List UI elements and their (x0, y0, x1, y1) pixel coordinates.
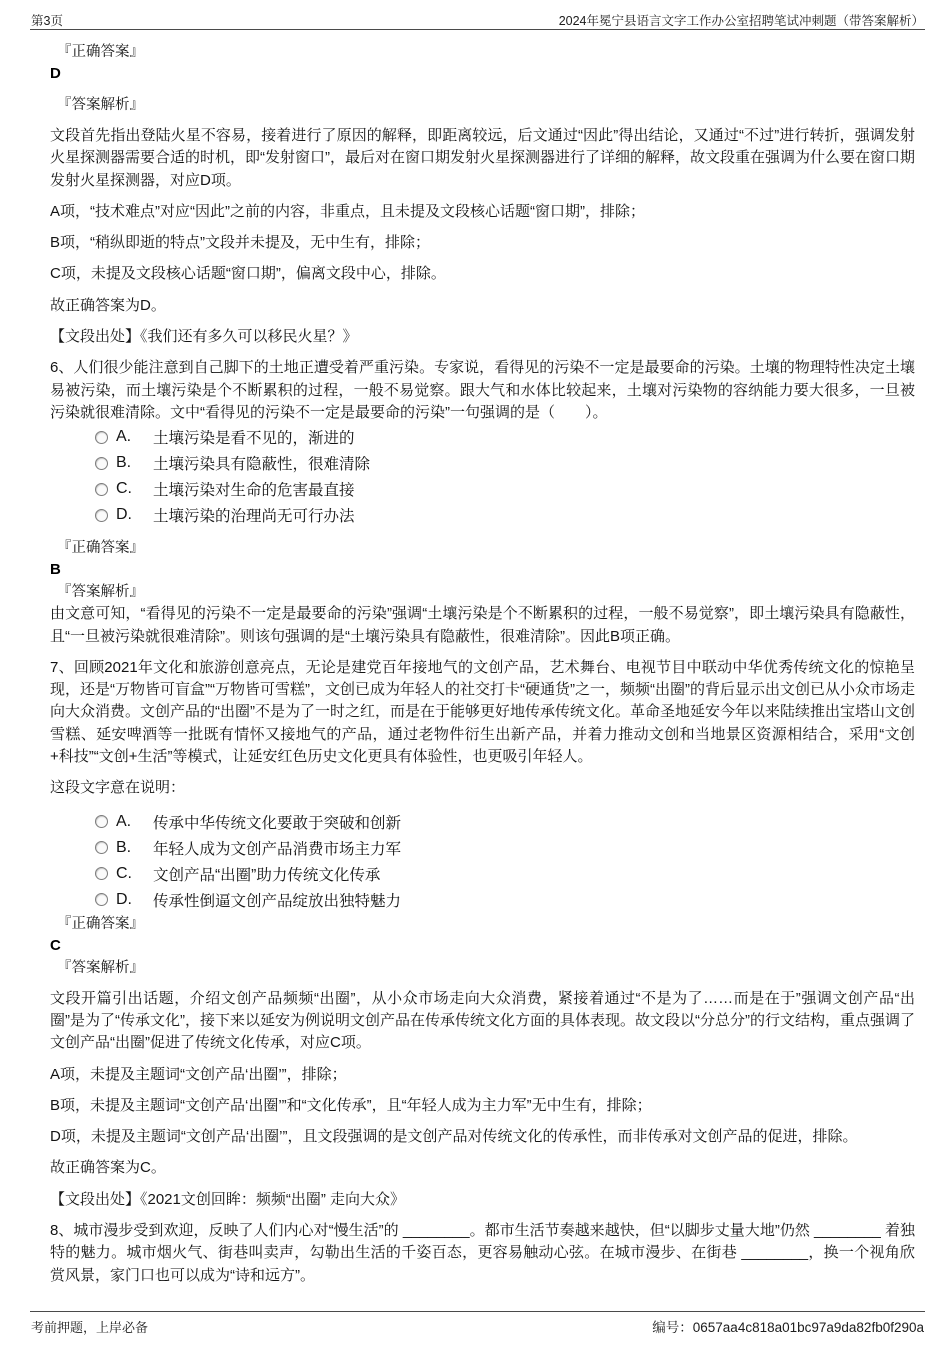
option-letter: C. (116, 864, 132, 882)
option-letter: D. (116, 506, 132, 524)
body-paragraph: B项，未提及主题词“文创产品‘出圈’”和“文化传承”，且“年轻人成为主力军”无中生有，排除； (50, 1096, 652, 1114)
blank-line (50, 223, 915, 232)
blank-line (50, 192, 915, 201)
option-text: 土壤污染的治理尚无可行办法 (153, 508, 355, 526)
correct-answer-value: B (50, 561, 61, 579)
question-prompt: 这段文字意在说明： (50, 779, 186, 797)
document-body (50, 41, 915, 1287)
option-letter: C. (116, 480, 132, 498)
footer-serial-number: 编号：0657aa4c818a01bc97a9da82fb0f290a (652, 1320, 924, 1335)
passage-source: 【文段出处】《2021文创回眸：频频“出圈” 走向大众》 (50, 1190, 406, 1208)
blank-line (50, 85, 915, 94)
page-header (31, 11, 924, 29)
body-paragraph: 故正确答案为D。 (50, 296, 166, 314)
blank-line (50, 1211, 915, 1220)
footer-divider (30, 1311, 925, 1312)
body-paragraph: C项，未提及文段核心话题“窗口期”，偏离文段中心，排除。 (50, 265, 446, 283)
answer-section-label: 『正确答案』 (57, 915, 144, 932)
option-letter: D. (116, 890, 132, 908)
option-text: 土壤污染具有隐蔽性，很难清除 (153, 456, 371, 474)
blank-line (50, 800, 915, 809)
answer-option-row (95, 424, 915, 450)
body-paragraph: 文段首先指出登陆火星不容易，接着进行了原因的解释，即距离较远，后文通过“因此”得出结论，又通过“不过”进行转折，强调发射火星探测器需要合适的时机，即“发射窗口”，最后对在窗口期发射火星探测器进行了详细的解释，故文段重在强调为什么要在窗口期发射火星探测器，对应D项。 (50, 127, 915, 189)
answer-section-label: 『正确答案』 (57, 44, 144, 60)
body-paragraph: D项，未提及主题词“文创产品‘出圈’”，且文段强调的是文创产品对传统文化的传承性，而非传承对文创产品的促进，排除。 (50, 1128, 858, 1146)
answer-section-label: 『答案解析』 (57, 584, 144, 601)
option-text: 文创产品“出圈”助力传统文化传承 (153, 866, 381, 884)
answer-option-row (95, 476, 915, 502)
radio-button-icon[interactable] (95, 431, 108, 444)
answer-section-label: 『答案解析』 (57, 97, 144, 113)
answer-option-row (95, 887, 915, 913)
radio-button-icon[interactable] (95, 509, 108, 522)
header-divider (30, 29, 925, 30)
passage-source: 【文段出处】《我们还有多久可以移民火星？》 (50, 328, 358, 346)
body-paragraph: 由文意可知，“看得见的污染不一定是最要命的污染”强调“土壤污染是个不断累积的过程，一般不易觉察”，即土壤污染具有隐蔽性，且“一旦被污染就很难清除”。则该句强调的是“土壤污染具有隐蔽性，很难清除”。因此B项正确。 (50, 605, 915, 645)
option-text: 土壤污染是看不见的，渐进的 (153, 430, 355, 448)
blank-line (50, 116, 915, 125)
document-title: 2024年冕宁县语言文字工作办公室招聘笔试冲刺题（带答案解析） (558, 14, 924, 28)
answer-section-label: 『正确答案』 (57, 540, 144, 557)
radio-button-icon[interactable] (95, 893, 108, 906)
body-paragraph: B项，“稍纵即逝的特点”文段并未提及，无中生有，排除； (50, 234, 430, 252)
question-stem: 7、回顾2021年文化和旅游创意亮点，无论是建党百年接地气的文创产品，艺术舞台、电视节目中联动中华优秀传统文化的惊艳呈现，还是“万物皆可盲盒”“万物皆可雪糕”，文创已成为年轻人的社交打卡“硬通货”之一，频频“出圈”的背后显示出文创已从小众市场走向大众消费。文创产品的“出圈”不是为了一时之红，而是在于能够更好地传承传统文化。革命圣地延安今年以来陆续推出宝塔山文创雪糕、延安啤酒等一批既有情怀又接地气的产品，通过老物件衍生出新产品，并着力推动文创和当地景区资源相结合，采用“文创+科技”“文创+生活”等模式，让延安红色历史文化更具有体验性，也更吸引年轻人。 (50, 658, 915, 766)
radio-button-icon[interactable] (95, 867, 108, 880)
blank-line (50, 648, 915, 657)
option-text: 传承性倒逼文创产品绽放出独特魅力 (153, 892, 402, 910)
option-letter: B. (116, 838, 132, 856)
blank-line (50, 1055, 915, 1064)
option-letter: B. (116, 454, 132, 472)
answer-option-row (95, 809, 915, 835)
blank-line (50, 317, 915, 326)
blank-line (50, 1148, 915, 1157)
answer-section-label: 『答案解析』 (57, 959, 144, 976)
blank-line (50, 768, 915, 777)
blank-line (50, 1086, 915, 1095)
answer-option-row (95, 835, 915, 861)
option-text: 年轻人成为文创产品消费市场主力军 (153, 840, 402, 858)
answer-option-row (95, 861, 915, 887)
radio-button-icon[interactable] (95, 841, 108, 854)
correct-answer-value: C (50, 936, 61, 954)
radio-button-icon[interactable] (95, 457, 108, 470)
option-text: 传承中华传统文化要敢于突破和创新 (153, 814, 402, 832)
correct-answer-value: D (50, 65, 61, 82)
answer-option-row (95, 450, 915, 476)
question-stem: 8、城市漫步受到欢迎，反映了人们内心对“慢生活”的 ________。都市生活节奏越来越快，但“以脚步丈量大地”仍然 ________ 着独特的魅力。城市烟火气、街巷叫卖声，勾勒出生活的千姿百态，更容易触动心弦。在城市漫步、在街巷 ________，换一个视角欣赏风景，家门口也可以成为“诗和远方”。 (50, 1222, 915, 1284)
body-paragraph: 故正确答案为C。 (50, 1159, 166, 1177)
body-paragraph: 文段开篇引出话题，介绍文创产品频频“出圈”，从小众市场走向大众消费，紧接着通过“不是为了……而是在于”强调文创产品“出圈”是为了“传承文化”，接下来以延安为例说明文创产品在传承传统文化方面的具体表现。故文段以“分总分”的行文结构，重点强调了文创产品“出圈”促进了传统文化传承，对应C项。 (50, 989, 915, 1052)
answer-option-row (95, 502, 915, 528)
option-letter: A. (116, 428, 132, 446)
blank-line (50, 348, 915, 357)
option-text: 土壤污染对生命的危害最直接 (153, 482, 355, 500)
body-paragraph: A项，未提及主题词“文创产品‘出圈’”，排除； (50, 1065, 347, 1083)
blank-line (50, 254, 915, 263)
radio-button-icon[interactable] (95, 483, 108, 496)
radio-button-icon[interactable] (95, 815, 108, 828)
question-stem: 6、人们很少能注意到自己脚下的土地正遭受着严重污染。专家说，看得见的污染不一定是最要命的污染。土壤的物理特性决定土壤易被污染，而土壤污染是个不断累积的过程，一般不易觉察。跟大气和水体比较起来，土壤对污染物的容纳能力要大很多，一旦被污染就很难清除。文中“看得见的污染不一定是最要命的污染”一句强调的是（ ）。 (50, 359, 915, 421)
blank-line (50, 1180, 915, 1189)
page-number: 第3页 (31, 14, 63, 28)
footer-slogan: 考前押题，上岸必备 (31, 1320, 149, 1335)
page-footer (31, 1316, 924, 1336)
blank-line (50, 528, 915, 537)
blank-line (50, 286, 915, 295)
blank-line (50, 1117, 915, 1126)
body-paragraph: A项，“技术难点”对应“因此”之前的内容，非重点，且未提及文段核心话题“窗口期”，排除； (50, 202, 645, 220)
blank-line (50, 979, 915, 988)
option-letter: A. (116, 812, 132, 830)
